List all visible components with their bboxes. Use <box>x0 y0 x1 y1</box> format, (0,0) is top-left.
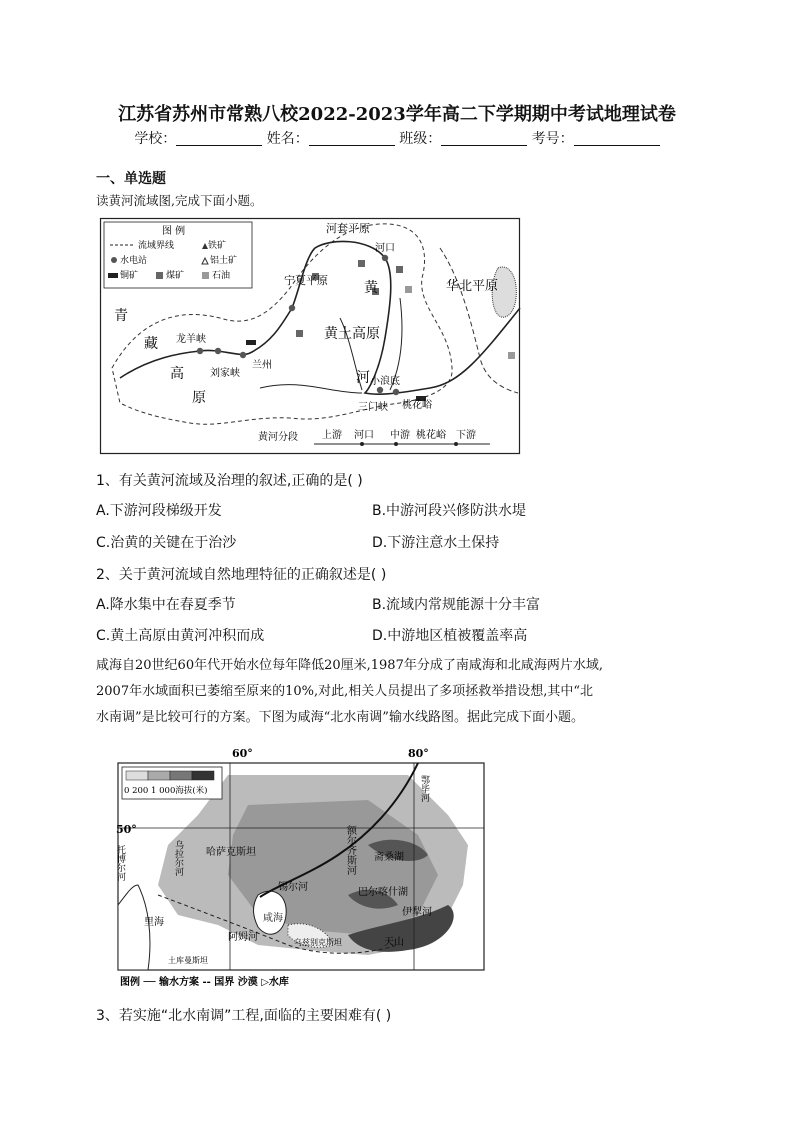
passage <box>96 653 706 731</box>
label-yuan: 原 <box>192 390 206 406</box>
label-huabei: 华北平原 <box>446 279 499 294</box>
label-qing: 青 <box>114 308 128 324</box>
q2-option-a[interactable]: A.降水集中在春夏季节 <box>96 597 236 613</box>
segment-upper: 上游 <box>322 430 342 441</box>
question-1-stem: 1、有关黄河流域及治理的叙述,正确的是( ) <box>96 473 363 489</box>
map1-legend-oil: 石油 <box>212 271 231 281</box>
label-sanmenxia: 三门峡 <box>358 402 388 413</box>
label-aral: 咸海 <box>263 913 283 924</box>
lon-60: 60° <box>232 747 253 760</box>
lat-50: 50° <box>116 823 137 836</box>
q2-option-c[interactable]: C.黄土高原由黄河冲积而成 <box>96 628 265 644</box>
q2-option-d[interactable]: D.中游地区植被覆盖率高 <box>372 628 528 644</box>
label-irtysh: 额尔齐斯河 <box>344 825 356 875</box>
q1-option-b[interactable]: B.中游河段兴修防洪水堤 <box>372 503 527 519</box>
label-ob: 鄂毕河 <box>419 775 429 802</box>
label-liujiaxia: 刘家峡 <box>210 368 240 379</box>
intro-text-1: 读黄河流域图,完成下面小题。 <box>96 193 263 208</box>
segment-hekou: 河口 <box>354 430 374 441</box>
student-info-line <box>0 128 794 148</box>
q1-option-d[interactable]: D.下游注意水土保持 <box>372 535 500 551</box>
q2-option-b[interactable]: B.流域内常规能源十分丰富 <box>372 597 541 613</box>
q1-option-c[interactable]: C.治黄的关键在于治沙 <box>96 535 237 551</box>
label-zaisan: 斋桑湖 <box>374 852 404 863</box>
label-ningxia: 宁夏平原 <box>284 274 328 287</box>
aral-sea-map <box>115 745 484 989</box>
class-blank[interactable] <box>441 131 527 146</box>
name-label: 姓名： <box>266 131 309 147</box>
label-taohuayu: 桃花峪 <box>402 400 432 411</box>
label-xiaolangdi: 小浪底 <box>370 376 400 387</box>
map2-legend: 图例 ── 输水方案 -- 国界 沙漠 ▷水库 <box>120 977 289 988</box>
question-3-stem: 3、若实施“北水南调”工程,面临的主要困难有( ) <box>96 1008 392 1024</box>
segment-middle: 中游 <box>390 430 410 441</box>
map1-legend-copper: 铜矿 <box>120 271 139 281</box>
segment-taohuayu: 桃花峪 <box>416 430 446 441</box>
elevation-legend: 0 200 1 000海拔(米) <box>124 786 208 796</box>
label-balkhash: 巴尔喀什湖 <box>358 887 408 898</box>
label-kazakhstan: 哈萨克斯坦 <box>206 847 256 858</box>
map1-legend-title: 图 例 <box>162 226 186 237</box>
segment-lower: 下游 <box>456 430 476 441</box>
label-tianshan: 天山 <box>384 937 404 948</box>
exam-number-label: 考号： <box>531 131 574 147</box>
class-label: 班级： <box>399 131 442 147</box>
map1-legend-bauxite: 铝土矿 <box>210 256 238 266</box>
label-amu: 阿姆河 <box>228 932 258 943</box>
label-huang: 黄 <box>364 280 378 296</box>
passage-line-2: 2007年水域面积已萎缩至原来的10%,对此,相关人员提出了多项拯救举措设想,其中“北 <box>96 684 594 699</box>
map1-legend-coal: 煤矿 <box>166 271 185 281</box>
label-he: 河 <box>356 370 370 386</box>
label-ili: 伊犁河 <box>402 907 432 918</box>
map1-legend-iron: 铁矿 <box>208 241 227 251</box>
label-tobol: 托博尔河 <box>115 845 125 881</box>
label-longyangxia: 龙羊峡 <box>176 334 206 345</box>
page-title: 江苏省苏州市常熟八校2022-2023学年高二下学期期中考试地理试卷 <box>118 104 676 125</box>
yellow-river-map <box>100 218 520 454</box>
school-blank[interactable] <box>176 131 262 146</box>
segment-label: 黄河分段 <box>258 432 298 443</box>
label-hekou: 河口 <box>375 243 395 254</box>
label-ural: 乌拉尔河 <box>173 840 183 876</box>
exam-number-blank[interactable] <box>574 131 660 146</box>
question-2-stem: 2、关于黄河流域自然地理特征的正确叙述是( ) <box>96 567 387 583</box>
passage-line-3: 水南调”是比较可行的方案。下图为咸海“北水南调”输水线路图。据此完成下面小题。 <box>96 710 584 725</box>
label-lanzhou: 兰州 <box>252 360 272 371</box>
school-label: 学校： <box>134 131 177 147</box>
label-syr: 锡尔河 <box>278 882 308 893</box>
lon-80: 80° <box>408 747 429 760</box>
label-hetao: 河套平原 <box>326 222 370 235</box>
label-gao: 高 <box>170 366 184 382</box>
q1-option-a[interactable]: A.下游河段梯级开发 <box>96 503 222 519</box>
map1-legend-hydro: 水电站 <box>120 256 148 266</box>
label-huangtu: 黄土高原 <box>324 326 380 342</box>
label-turkmenistan: 土库曼斯坦 <box>168 956 208 965</box>
section-title: 一、单选题 <box>96 171 166 187</box>
label-uzbekistan: 乌兹别克斯坦 <box>294 938 342 947</box>
name-blank[interactable] <box>309 131 395 146</box>
label-caspian: 里海 <box>144 917 164 928</box>
map1-legend-boundary: 流域界线 <box>138 241 175 251</box>
passage-line-1: 咸海自20世纪60年代开始水位每年降低20厘米,1987年分成了南咸海和北咸海两片水域, <box>96 658 603 673</box>
label-zang: 藏 <box>144 336 158 352</box>
